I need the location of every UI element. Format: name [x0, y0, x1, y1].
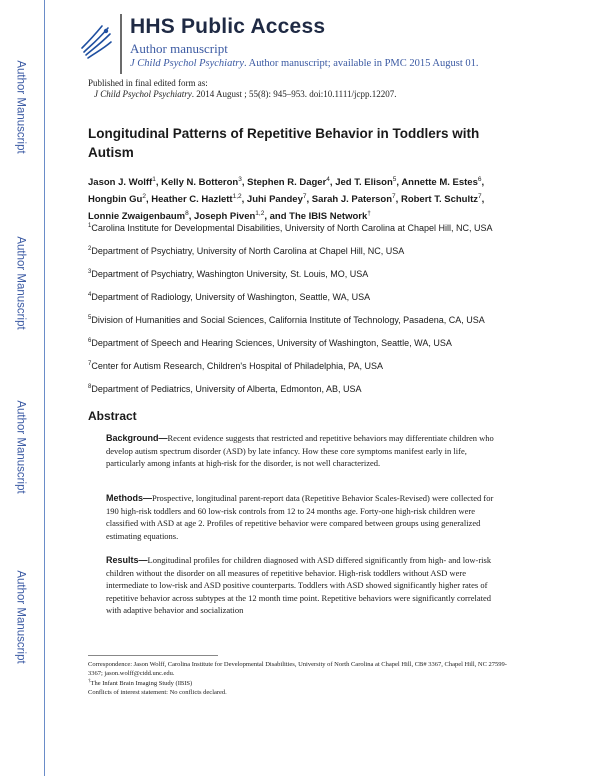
methods-text: Prospective, longitudinal parent-report data (Repetitive Behavior Scales-Revised) were collected for 190 high-risk toddlers and 60 low-risk controls from 12 to 24 months age. Forty-one high-risk children were classified with ASD at age 2. Profiles of repetitive behavior were compared between groups using generalized estimating equations.: [106, 493, 494, 541]
ibis-note-mark: †: [88, 679, 91, 685]
affiliation-text: Carolina Institute for Developmental Disabilities, University of North Carolina at Chapel Hill, NC, USA: [91, 223, 493, 233]
abstract-methods: [106, 492, 506, 542]
affiliation-number: 6: [88, 338, 92, 344]
publication-citation: [94, 89, 396, 99]
affiliation-text: Center for Autism Research, Children's Hospital of Philadelphia, PA, USA: [91, 361, 384, 371]
author-name: Jed T. Elison: [335, 177, 393, 189]
affiliation-text: Department of Psychiatry, University of North Carolina at Chapel Hill, NC, USA: [91, 246, 405, 256]
hhs-eagle-logo-icon: [78, 22, 114, 60]
conflicts-note: Conflicts of interest statement: No conflicts declared.: [88, 689, 227, 697]
side-label-2: Author Manuscript: [15, 236, 28, 330]
side-label-1: Author Manuscript: [15, 60, 28, 154]
author-affiliation-mark: 8: [185, 210, 189, 218]
results-label: Results—: [106, 555, 148, 565]
author-affiliation-mark: 1: [152, 176, 156, 183]
correspondence-note: Correspondence: Jason Wolff, Carolina Institute for Developmental Disabilities, University of North Carolina at Chapel Hill, CB# 3367, Chapel Hill, NC 27599-3367; jason.wolff@cidd.unc.edu.: [88, 661, 507, 677]
header-title: HHS Public Access: [130, 15, 326, 38]
affiliation-text: Department of Pediatrics, University of Alberta, Edmonton, AB, USA: [91, 384, 362, 394]
author-name: Joseph Piven: [194, 211, 256, 223]
affiliation-number: 4: [88, 292, 92, 298]
author-name: Stephen R. Dager: [247, 177, 327, 189]
author-name: Hongbin Gu: [88, 194, 143, 206]
publication-details: . 2014 August ; 55(8): 945–953. doi:10.1111/jcpp.12207.: [191, 89, 397, 99]
author-affiliation-mark: 6: [477, 176, 482, 183]
author-name: Lonnie Zwaigenbaum: [88, 211, 186, 223]
footnote-rule: [88, 655, 218, 656]
affiliation-number: 8: [88, 384, 92, 390]
margin-rule: [44, 0, 45, 776]
author-affiliation-mark: 1,2: [232, 193, 242, 201]
author-affiliation-mark: 4: [326, 176, 330, 183]
affiliation-number: 5: [88, 315, 92, 321]
header-citation: [130, 58, 479, 69]
publication-journal: J Child Psychol Psychiatry: [94, 89, 192, 99]
author-affiliation-mark: 7: [478, 193, 482, 201]
ibis-note-text: The Infant Brain Imaging Study (IBIS): [90, 680, 193, 688]
author-group: and The IBIS Network: [269, 211, 368, 223]
author-affiliation-mark: 7: [392, 193, 396, 201]
header-journal: J Child Psychol Psychiatry: [130, 58, 245, 69]
author-group-mark: †: [367, 210, 371, 218]
author-affiliation-mark: 2: [142, 193, 146, 201]
author-affiliation-mark: 1,2: [255, 210, 265, 218]
affiliation-text: Department of Psychiatry, Washington University, St. Louis, MO, USA: [91, 269, 369, 279]
author-name: Juhi Pandey: [246, 194, 303, 206]
ibis-note: [88, 678, 513, 689]
article-title: Longitudinal Patterns of Repetitive Behavior in Toddlers with Autism: [88, 126, 480, 160]
abstract-heading: Abstract: [88, 409, 137, 423]
background-label: Background—: [106, 433, 168, 443]
affiliation-item: [88, 312, 513, 327]
affiliation-item: [88, 266, 513, 281]
author-name: Heather C. Hazlett: [151, 194, 233, 206]
affiliation-item: [88, 220, 513, 235]
author-name: Jason J. Wolff: [88, 177, 153, 189]
side-label-3: Author Manuscript: [15, 400, 28, 494]
author-affiliation-mark: 7: [302, 193, 307, 201]
affiliation-text: Division of Humanities and Social Sciences, California Institute of Technology, Pasadena, CA, USA: [91, 315, 485, 325]
published-in-label: Published in final edited form as:: [88, 78, 208, 88]
methods-label: Methods—: [106, 493, 152, 503]
affiliation-number: 7: [88, 361, 92, 367]
background-text: Recent evidence suggests that restricted and repetitive behaviors may differentiate children who develop autism spectrum disorder (ASD) by late infancy. How these core symptoms manifest early in life, particularly among infants at high-risk for the disorder, is not well characterized.: [106, 433, 494, 469]
abstract-background: [106, 432, 506, 470]
affiliation-number: 1: [88, 223, 92, 229]
footnotes: [88, 661, 513, 698]
author-list: Jason J. Wolff$^1$, Kelly N. Botteron$^3$, Stephen R. Dager$^4$, Jed T. Elison$^5$, Annette M. Estes$^6$, Hongbin Gu$^2$, Heather C. Hazlett$^{1,2}$, Juhi Pandey$^7$, Sarah J. Paterson$^7$, Robert T. Schultz$^7$, Lonnie Zwaigenbaum$^8$, Joseph Piven$^{1,2}$, and The IBIS Network†: [88, 176, 485, 223]
affiliation-number: 3: [88, 269, 92, 275]
affiliation-list: [88, 220, 513, 404]
affiliation-number: 2: [88, 246, 92, 252]
header-availability: . Author manuscript; available in PMC 2015 August 01.: [244, 58, 479, 69]
affiliation-item: [88, 358, 513, 373]
author-affiliation-mark: 3: [238, 176, 242, 183]
author-name: Robert T. Schultz: [400, 194, 479, 206]
author-name: Sarah J. Paterson: [311, 194, 393, 206]
author-name: Annette M. Estes: [401, 177, 478, 189]
affiliation-item: [88, 243, 513, 258]
header-divider: [120, 14, 122, 74]
abstract-results: [106, 554, 506, 617]
affiliation-item: [88, 335, 513, 350]
affiliation-text: Department of Radiology, University of Washington, Seattle, WA, USA: [91, 292, 371, 302]
author-name: Kelly N. Botteron: [161, 177, 239, 189]
side-label-4: Author Manuscript: [15, 570, 28, 664]
results-text: Longitudinal profiles for children diagnosed with ASD differed significantly from high- and low-risk children without the disorder on all measures of repetitive behavior. High-risk toddlers without ASD were intermediate to low-risk and ASD positive counterparts. Toddlers with ASD showed significantly higher rates of repetitive behavior across subtypes at the 12 month time point. Repetitive behaviors were significantly correlated with adaptive behavior and socialization: [106, 555, 492, 616]
affiliation-item: [88, 381, 513, 396]
affiliation-text: Department of Speech and Hearing Sciences, University of Washington, Seattle, WA, USA: [91, 338, 452, 348]
author-affiliation-mark: 5: [392, 176, 397, 183]
affiliation-item: [88, 289, 513, 304]
header-subtitle: Author manuscript: [130, 41, 228, 56]
